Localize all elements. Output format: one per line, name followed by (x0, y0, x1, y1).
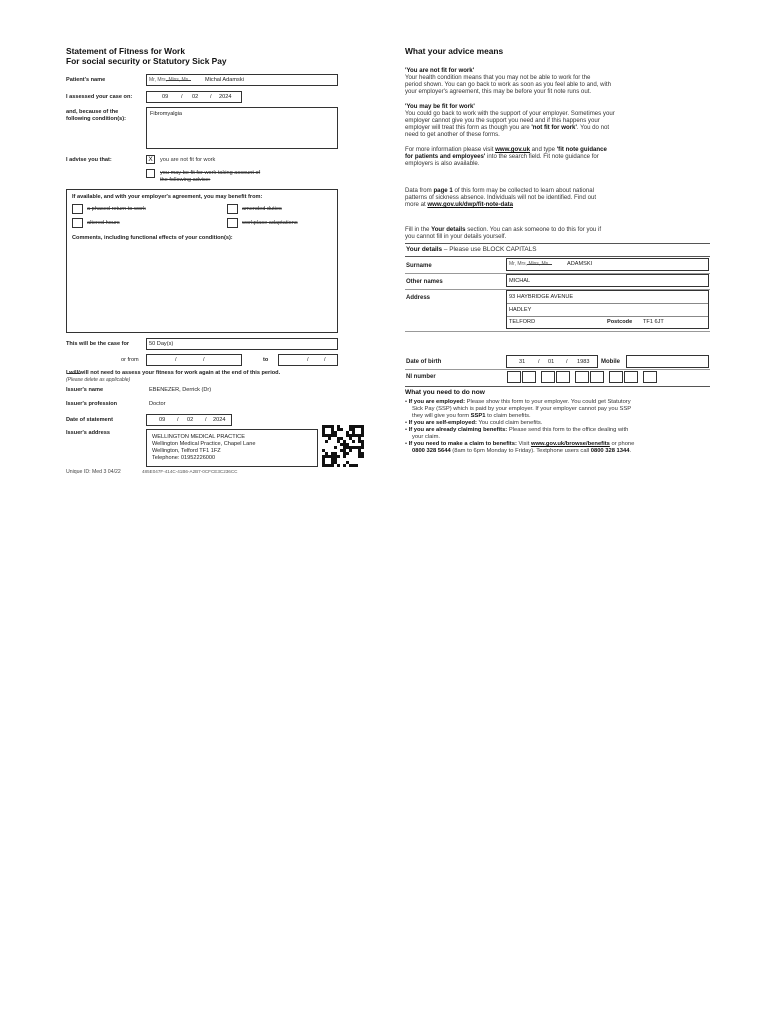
postcode-label: Postcode (607, 319, 633, 325)
divider (405, 256, 710, 257)
surname-field[interactable] (506, 258, 709, 271)
text-run: to claim benefits. (485, 413, 531, 419)
bullet-line: Sick Pay (SSP) which is paid by your employer. If your employer cannot pay you SSP (412, 406, 632, 412)
amended-duties-text: amended duties (242, 206, 282, 212)
issuer-name-label: Issuer's name (66, 387, 104, 393)
altered-hours-checkbox[interactable] (72, 218, 83, 228)
ni-digit-box[interactable] (556, 371, 570, 383)
bullet-line: • If you are employed: Please show this form to your employer. You could get Statutory (405, 399, 631, 405)
condition-label-2: following condition(s): (66, 116, 126, 122)
issuer-address-field (146, 429, 318, 467)
bullet-line (405, 448, 634, 455)
address-field[interactable] (506, 290, 709, 329)
address-line-1: WELLINGTON MEDICAL PRACTICE (152, 434, 245, 440)
statement-year: 2024 (213, 417, 226, 423)
text-run: into the search field. Fit note guidance for (485, 153, 599, 160)
text-run: Please send this form to the office dealing with (507, 427, 629, 433)
benefit-heading: If available, and with your employer's agreement, you may benefit from: (72, 194, 263, 200)
text-run: or phone (609, 441, 635, 447)
address-line-rule (507, 303, 708, 304)
phone-number: 0800 328 5644 (412, 448, 451, 454)
bullet-line: • If you need to make a claim to benefits: Visit www.gov.uk/browse/benefits or phone (405, 441, 635, 447)
assessed-date-field[interactable] (146, 91, 242, 103)
other-names-label: Other names (406, 279, 443, 285)
address-line-3: TELFORD (509, 319, 536, 325)
not-fit-line-2: period shown. You can go back to work as soon as you feel able to and, with (405, 81, 611, 88)
dob-label: Date of birth (406, 359, 442, 365)
date-slash: / (203, 357, 205, 363)
not-fit-checkbox[interactable]: X (146, 155, 155, 164)
your-details-heading (406, 246, 536, 253)
gov-uk-link[interactable]: www.gov.uk (495, 146, 530, 153)
text-run: of this form may be collected to learn about national (452, 187, 595, 194)
from-date-field[interactable] (146, 354, 242, 366)
comments-label: Comments, including functional effects of your condition(s): (72, 235, 233, 241)
bullet-line (405, 413, 634, 420)
text-run: . (629, 448, 632, 454)
ni-digit-box[interactable] (590, 371, 604, 383)
statement-month: 02 (187, 417, 194, 423)
dob-month: 01 (548, 359, 555, 365)
issuer-profession-value: Doctor (149, 401, 166, 407)
textphone-number: 0800 328 1344 (590, 448, 630, 454)
may-fit-line-4: need to get another of these forms. (405, 131, 500, 138)
duration-field[interactable] (146, 338, 338, 350)
text-run-bold: Your details (431, 226, 466, 233)
address-line-rule (507, 316, 708, 317)
issuer-address-label: Issuer's address (66, 430, 110, 436)
title-options: Mr, Mrs, Miss, Ms (149, 77, 189, 83)
text-run: Fill in the (405, 226, 432, 233)
dob-day: 31 (519, 359, 526, 365)
altered-hours-text: altered hours (87, 220, 120, 226)
title-strike (166, 80, 191, 81)
todo-heading: What you need to do now (405, 389, 485, 396)
ni-digit-box[interactable] (609, 371, 623, 383)
other-names-field[interactable] (506, 274, 709, 287)
not-fit-title: 'You are not fit for work' (405, 67, 475, 74)
date-slash: / (210, 94, 212, 100)
statement-date-field[interactable] (146, 414, 232, 426)
qr-code (322, 425, 364, 467)
ni-digit-box[interactable] (541, 371, 555, 383)
text-run: (8am to 6pm Monday to Friday). Textphone users call (450, 448, 591, 454)
text-run: Visit (516, 441, 531, 447)
divider (405, 331, 710, 332)
text-run-bold: page 1 (433, 187, 453, 194)
date-slash: / (181, 94, 183, 100)
assessed-day: 09 (162, 94, 169, 100)
date-slash: / (538, 359, 540, 365)
unique-id-label: Unique ID: Med 3 04/22 (66, 469, 121, 475)
patient-name-field[interactable] (146, 74, 338, 86)
may-be-fit-text-1: you may be fit for work taking account of (160, 170, 261, 176)
statement-day: 09 (159, 417, 166, 423)
address-line-1: 93 HAYBRIDGE AVENUE (509, 294, 574, 300)
will-not-need-text: I will/will not need to assess your fitness for work again at the end of this period. (66, 370, 281, 376)
phased-return-checkbox[interactable] (72, 204, 83, 214)
divider (405, 369, 710, 370)
fill-line-2: you cannot fill in your details yourself. (405, 233, 507, 240)
surname-label: Surname (406, 263, 432, 269)
ni-digit-box[interactable] (624, 371, 638, 383)
date-slash: / (177, 417, 179, 423)
assessed-year: 2024 (219, 94, 232, 100)
may-fit-line-1: You could go back to work with the support of your employer. Sometimes your (405, 110, 615, 117)
dob-year: 1983 (577, 359, 590, 365)
other-names-value: MICHAL (509, 278, 531, 284)
qr-module (361, 464, 364, 467)
text-run-bold: If you are self-employed: (408, 420, 477, 426)
bullet-line: your claim. (412, 434, 441, 440)
info-line-3: employers is also available. (405, 160, 480, 167)
advice-heading: What your advice means (405, 46, 504, 56)
duration-value: 50 Day(s) (149, 341, 174, 347)
text-run: – Please use BLOCK CAPITALS (442, 246, 537, 253)
form-title: Statement of Fitness for Work (66, 46, 185, 56)
may-be-fit-checkbox[interactable] (146, 169, 155, 178)
duration-label: This will be the case for (66, 341, 130, 347)
title-strike (527, 264, 552, 265)
or-from-label: or from (121, 357, 139, 363)
issuer-name-value: EBENEZER, Derrick (Dr) (149, 387, 212, 393)
text-run-bold: for patients and employees' (405, 153, 486, 160)
divider (405, 386, 710, 387)
amended-duties-checkbox[interactable] (227, 204, 238, 214)
text-run: Data from (405, 187, 434, 194)
benefit-box (66, 189, 338, 333)
surname-titles: Mr, Mrs, Miss, Ms (509, 261, 549, 267)
ni-digit-box[interactable] (643, 371, 657, 383)
date-slash: / (566, 359, 568, 365)
text-run: section. You can ask someone to do this for you if (465, 226, 602, 233)
text-run-bold: 'not fit for work' (531, 124, 577, 131)
mobile-field[interactable] (626, 355, 709, 368)
ni-digit-box[interactable] (507, 371, 521, 383)
text-run-bold: If you are already claiming benefits: (408, 427, 508, 433)
text-run: For more information please visit (405, 146, 496, 153)
address-line-4: Telephone: 01952226000 (152, 455, 216, 461)
condition-label-1: and, because of the (66, 109, 119, 115)
statement-date-label: Date of statement (66, 417, 113, 423)
text-run-bold: Your details (406, 246, 443, 253)
date-slash: / (307, 357, 309, 363)
text-run: more at (405, 201, 428, 208)
assessed-month: 02 (192, 94, 199, 100)
address-label: Address (406, 295, 431, 301)
divider (405, 243, 710, 244)
text-run: and type (529, 146, 557, 153)
bullet-line: • If you are self-employed: You could claim benefits. (405, 420, 543, 426)
patient-name-value: Michal Adamski (205, 77, 244, 83)
patient-name-label: Patient's name (66, 77, 106, 83)
ni-number-label: NI number (406, 374, 436, 380)
address-line-2: Wellington Medical Practice, Chapel Lane (152, 441, 256, 447)
not-fit-line-3: your employer's agreement, this may be before your fit note runs out. (405, 88, 592, 95)
text-run: they will give you form (412, 413, 471, 419)
fit-note-data-link[interactable]: www.gov.uk/dwp/fit-note-data (427, 201, 514, 208)
text-run: You could claim benefits. (476, 420, 543, 426)
dob-field[interactable] (506, 355, 598, 368)
assessed-label: I assessed your case on: (66, 94, 133, 100)
to-label: to (263, 357, 269, 363)
workplace-adaptations-text: workplace adaptations (242, 220, 298, 226)
text-run-bold: If you are employed: (408, 399, 466, 405)
mobile-label: Mobile (601, 359, 620, 365)
may-be-fit-text-2: the following advice: (160, 177, 211, 183)
text-run: Please show this form to your employer. You could get Statutory (465, 399, 631, 405)
workplace-adaptations-checkbox[interactable] (227, 218, 238, 228)
issuer-profession-label: Issuer's profession (66, 401, 118, 407)
not-fit-line-1: Your health condition means that you may not be able to work for the (405, 74, 591, 81)
to-date-field[interactable] (278, 354, 338, 366)
bullet-line: • If you are already claiming benefits: Please send this form to the office dealing with (405, 427, 629, 433)
may-fit-line-2: employer cannot give you the support you need and if this happens your (405, 117, 600, 124)
date-slash: / (324, 357, 326, 363)
benefits-link[interactable]: www.gov.uk/browse/benefits (530, 441, 610, 447)
condition-field[interactable] (146, 107, 338, 149)
text-run: employer will treat this form as though you are (405, 124, 532, 131)
text-run-bold: 'fit note guidance (556, 146, 607, 153)
address-line-3: Wellington, Telford TF1 1FZ (152, 448, 221, 454)
will-strike (67, 373, 80, 374)
form-subtitle: For social security or Statutory Sick Pay (66, 56, 227, 66)
date-slash: / (175, 357, 177, 363)
date-slash: / (205, 417, 207, 423)
text-run: . You do not (576, 124, 610, 131)
text-run-bold: If you need to make a claim to benefits: (408, 441, 517, 447)
postcode-value: TF1 6JT (643, 319, 664, 325)
advise-label: I advise you that: (66, 157, 112, 163)
data-line-2: patterns of sickness absence. Individuals will not be identified. Find out (405, 194, 597, 201)
phased-return-text: a phased return to work (87, 206, 146, 212)
surname-value: ADAMSKI (567, 261, 593, 267)
unique-id-value: 485E047F-414C-41B6-A2B7-0CFCE3C236CC (142, 469, 238, 474)
may-fit-title: 'You may be fit for work' (405, 103, 475, 110)
condition-value: Fibromyalgia (150, 111, 183, 117)
ni-digit-box[interactable] (522, 371, 536, 383)
ni-digit-box[interactable] (575, 371, 589, 383)
data-line-3 (405, 201, 513, 208)
not-fit-text: you are not fit for work (160, 157, 216, 163)
bullet-employed (405, 399, 634, 455)
text-run-bold: SSP1 (470, 413, 486, 419)
address-line-2: HADLEY (509, 307, 532, 313)
delete-note: (Please delete as applicable) (66, 377, 131, 383)
